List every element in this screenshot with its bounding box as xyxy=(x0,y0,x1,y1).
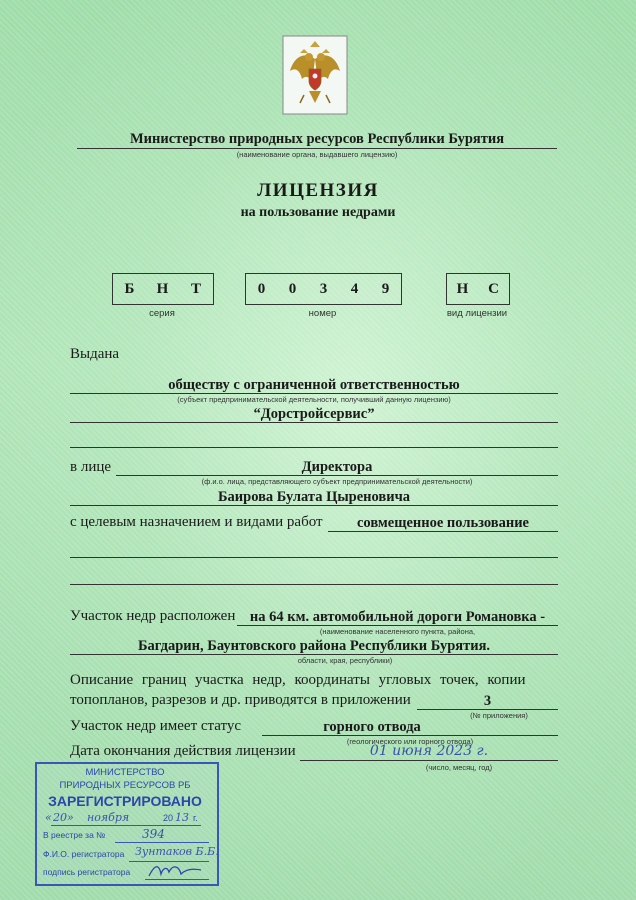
description-line-1: Описание границ участка недр, координаты угловых точек, копии xyxy=(70,672,526,688)
issued-label: Выдана xyxy=(70,346,120,362)
stamp-registry-number: 394 xyxy=(142,827,165,841)
appendix-number: 3 xyxy=(483,693,492,709)
status-caption: (геологического или горного отвода) xyxy=(346,737,474,746)
stamp-date-month: ноября xyxy=(87,811,130,824)
series-box xyxy=(112,273,214,305)
series-label: серия xyxy=(149,308,175,319)
stamp-date: « 20 » ноября 20 13 г. xyxy=(43,811,211,827)
license-type-box xyxy=(446,273,510,305)
stamp-signature-label: подпись регистратора xyxy=(43,867,131,877)
issuer-name: Министерство природных ресурсов Республики Бурятия xyxy=(129,131,505,147)
representative-name: Баирова Булата Цыреновича xyxy=(217,489,411,505)
stamp-date-suffix: г. xyxy=(193,813,198,823)
issuer-underline xyxy=(77,148,557,149)
location-caption-1: (наименование населенного пункта, района, xyxy=(319,627,476,636)
license-type-label: вид лицензии xyxy=(446,308,508,319)
stamp-date-year-prefix: 20 xyxy=(163,813,174,823)
coat-of-arms-emblem xyxy=(282,35,348,115)
purpose-label: с целевым назначением и видами работ xyxy=(70,514,323,530)
series-char: Н xyxy=(156,280,169,297)
number-digit: 0 xyxy=(288,280,297,297)
series-char: Т xyxy=(190,280,201,297)
number-digit: 9 xyxy=(381,280,390,297)
holder-line-2: “Дорстройсервис” xyxy=(253,406,375,422)
representative-label: в лице xyxy=(70,459,112,475)
registration-stamp xyxy=(35,762,219,886)
stamp-registrar-label: Ф.И.О. регистратора xyxy=(43,849,125,859)
status-label: Участок недр имеет статус xyxy=(70,718,242,734)
number-digit: 0 xyxy=(257,280,266,297)
representative-caption: (ф.и.о. лица, представляющего субъект предпринимательской деятельности) xyxy=(201,477,473,486)
series-char: Б xyxy=(124,280,135,297)
expiry-caption: (число, месяц, год) xyxy=(425,763,493,772)
location-label: Участок недр расположен xyxy=(70,608,236,624)
issuer-caption: (наименование органа, выдавшего лицензию) xyxy=(236,150,398,159)
stamp-date-year: 13 xyxy=(175,811,189,824)
holder-line-1: обществу с ограниченной ответственностью xyxy=(168,377,460,393)
holder-underline-3 xyxy=(70,447,558,448)
number-box xyxy=(245,273,402,305)
holder-caption: (субъект предпринимательской деятельности, получивший данную лицензию) xyxy=(177,395,451,404)
stamp-line-1: МИНИСТЕРСТВО xyxy=(85,767,165,778)
type-char: Н xyxy=(456,280,469,297)
purpose-underline-3 xyxy=(70,584,558,585)
stamp-line-2: ПРИРОДНЫХ РЕСУРСОВ РБ xyxy=(59,780,191,791)
number-label: номер xyxy=(308,308,337,319)
expiry-underline xyxy=(300,760,558,761)
location-caption-2: области, края, республики) xyxy=(297,656,393,665)
purpose-underline-2 xyxy=(70,557,558,558)
representative-position: Директора xyxy=(301,459,373,475)
number-digit: 4 xyxy=(350,280,359,297)
document-title: ЛИЦЕНЗИЯ xyxy=(257,180,379,201)
stamp-date-day: 20 xyxy=(53,811,67,824)
number-digit: 3 xyxy=(319,280,328,297)
registrar-signature xyxy=(145,862,205,880)
type-char: С xyxy=(488,280,499,297)
expiry-value: 01 июня 2023 г. xyxy=(369,743,489,759)
stamp-registered: ЗАРЕГИСТРИРОВАНО xyxy=(48,793,202,809)
location-line-2: Багдарин, Баунтовского района Республики Бурятия. xyxy=(137,638,491,654)
stamp-registrar-name: Зунтаков Б.Б. xyxy=(135,845,219,858)
stamp-registry-label: В реестре за № xyxy=(43,830,106,840)
document-subtitle: на пользование недрами xyxy=(240,205,396,220)
purpose-value: совмещенное пользование xyxy=(357,515,529,531)
status-value: горного отвода xyxy=(323,719,421,735)
appendix-caption: (№ приложения) xyxy=(470,711,528,720)
description-line-2: топопланов, разрезов и др. приводятся в приложении xyxy=(70,692,411,708)
location-line-1: на 64 км. автомобильной дороги Романовка - xyxy=(249,609,546,625)
expiry-label: Дата окончания действия лицензии xyxy=(70,743,296,759)
